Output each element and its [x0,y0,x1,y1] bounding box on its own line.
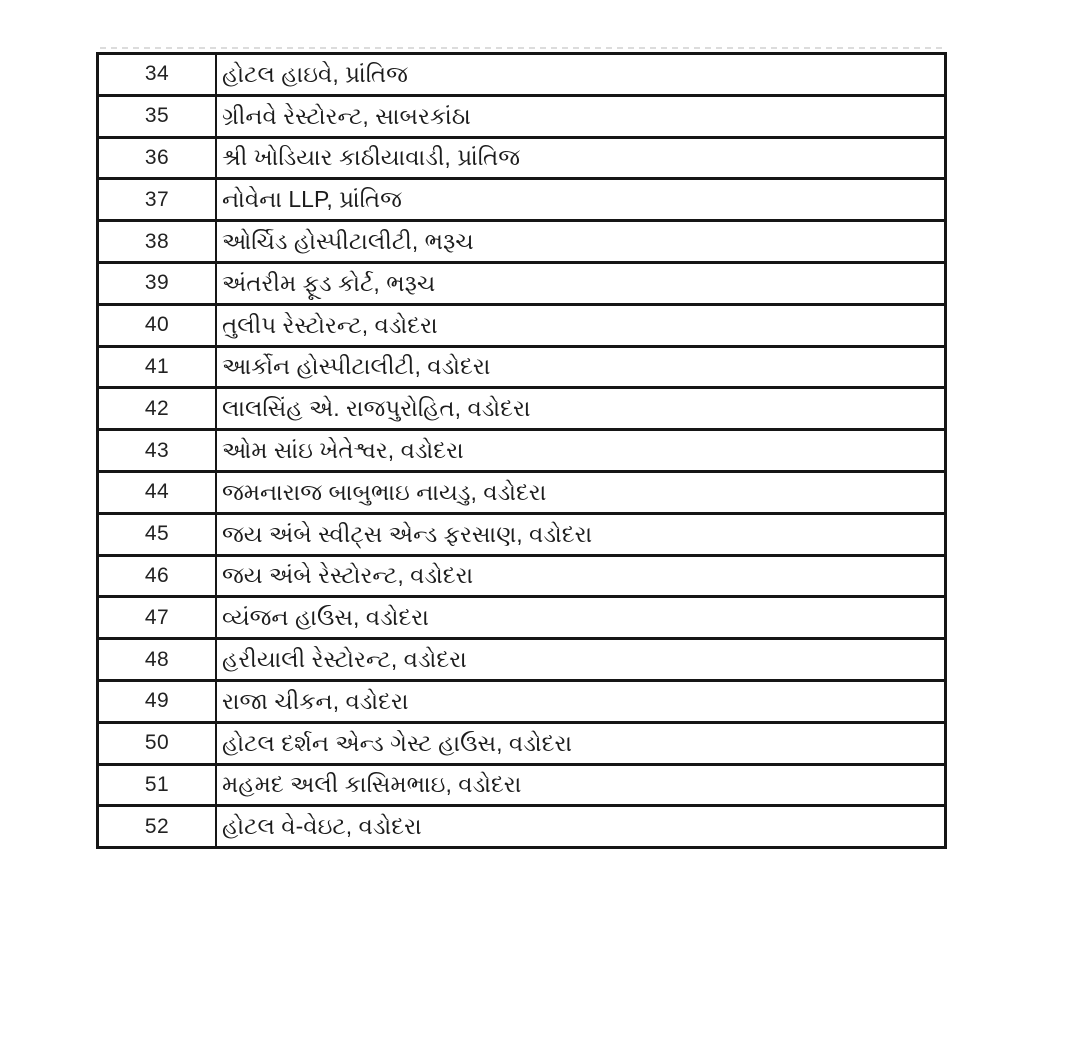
serial-number-cell: 46 [99,557,217,596]
establishment-name-cell: ઓમ સાંઇ ખેતેશ્વર, વડોદરા [222,437,464,464]
serial-number-cell: 36 [99,139,217,178]
serial-number-cell: 37 [99,180,217,219]
table-row [99,389,944,431]
table-row [99,222,944,264]
table-row [99,55,944,97]
table-row [99,598,944,640]
establishment-name-cell: હરીયાલી રેસ્ટોરન્ટ, વડોદરા [222,646,467,673]
table-row [99,640,944,682]
establishment-name-cell: જમનારાજ બાબુભાઇ નાયડુ, વડોદરા [222,478,547,505]
establishment-name-cell: તુલીપ રેસ્ટોરન્ટ, વડોદરા [222,311,438,338]
serial-number-cell: 43 [99,431,217,470]
serial-number-cell: 34 [99,55,217,94]
establishment-list-table [96,52,947,849]
table-row [99,473,944,515]
table-row [99,348,944,390]
scan-artifact-line [100,47,945,49]
table-row [99,682,944,724]
table-row [99,97,944,139]
serial-number-cell: 45 [99,515,217,554]
serial-number-cell: 49 [99,682,217,721]
table-row [99,431,944,473]
serial-number-cell: 48 [99,640,217,679]
establishment-name-cell: હોટલ દર્શન એન્ડ ગેસ્ટ હાઉસ, વડોદરા [222,729,573,756]
table-row [99,557,944,599]
serial-number-cell: 40 [99,306,217,345]
table-row [99,515,944,557]
establishment-name-cell: આર્કોન હોસ્પીટાલીટી, વડોદરા [222,353,491,380]
establishment-name-cell: હોટલ હાઇવે, પ્રાંતિજ [222,60,408,87]
serial-number-cell: 42 [99,389,217,428]
establishment-name-cell: વ્યંજન હાઉસ, વડોદરા [222,604,429,631]
establishment-name-cell: હોટલ વે-વેઇટ, વડોદરા [222,813,422,840]
table-row [99,724,944,766]
establishment-name-cell: નોવેના LLP, પ્રાંતિજ [222,186,402,213]
table-row [99,180,944,222]
serial-number-cell: 41 [99,348,217,387]
serial-number-cell: 38 [99,222,217,261]
table-row [99,306,944,348]
serial-number-cell: 39 [99,264,217,303]
serial-number-cell: 47 [99,598,217,637]
table-row [99,807,944,846]
establishment-name-cell: રાજા ચીકન, વડોદરા [222,687,409,714]
table-row [99,139,944,181]
serial-number-cell: 35 [99,97,217,136]
establishment-name-cell: અંતરીમ ફૂડ કોર્ટ, ભરૂચ [222,269,436,296]
serial-number-cell: 50 [99,724,217,763]
establishment-name-cell: ઓર્ચિડ હોસ્પીટાલીટી, ભરૂચ [222,228,474,255]
establishment-name-cell: મહમદ અલી કાસિમભાઇ, વડોદરા [222,771,522,798]
serial-number-cell: 44 [99,473,217,512]
table-row [99,264,944,306]
establishment-name-cell: શ્રી ખોડિયાર કાઠીયાવાડી, પ્રાંતિજ [222,144,520,171]
serial-number-cell: 52 [99,807,217,846]
table-row [99,766,944,808]
establishment-name-cell: ગ્રીનવે રેસ્ટોરન્ટ, સાબરકાંઠા [222,102,471,129]
serial-number-cell: 51 [99,766,217,805]
establishment-name-cell: જય અંબે સ્વીટ્સ એન્ડ ફરસાણ, વડોદરા [222,520,593,547]
establishment-name-cell: લાલસિંહ એ. રાજપુરોહિત, વડોદરા [222,395,531,422]
establishment-name-cell: જય અંબે રેસ્ટોરન્ટ, વડોદરા [222,562,474,589]
